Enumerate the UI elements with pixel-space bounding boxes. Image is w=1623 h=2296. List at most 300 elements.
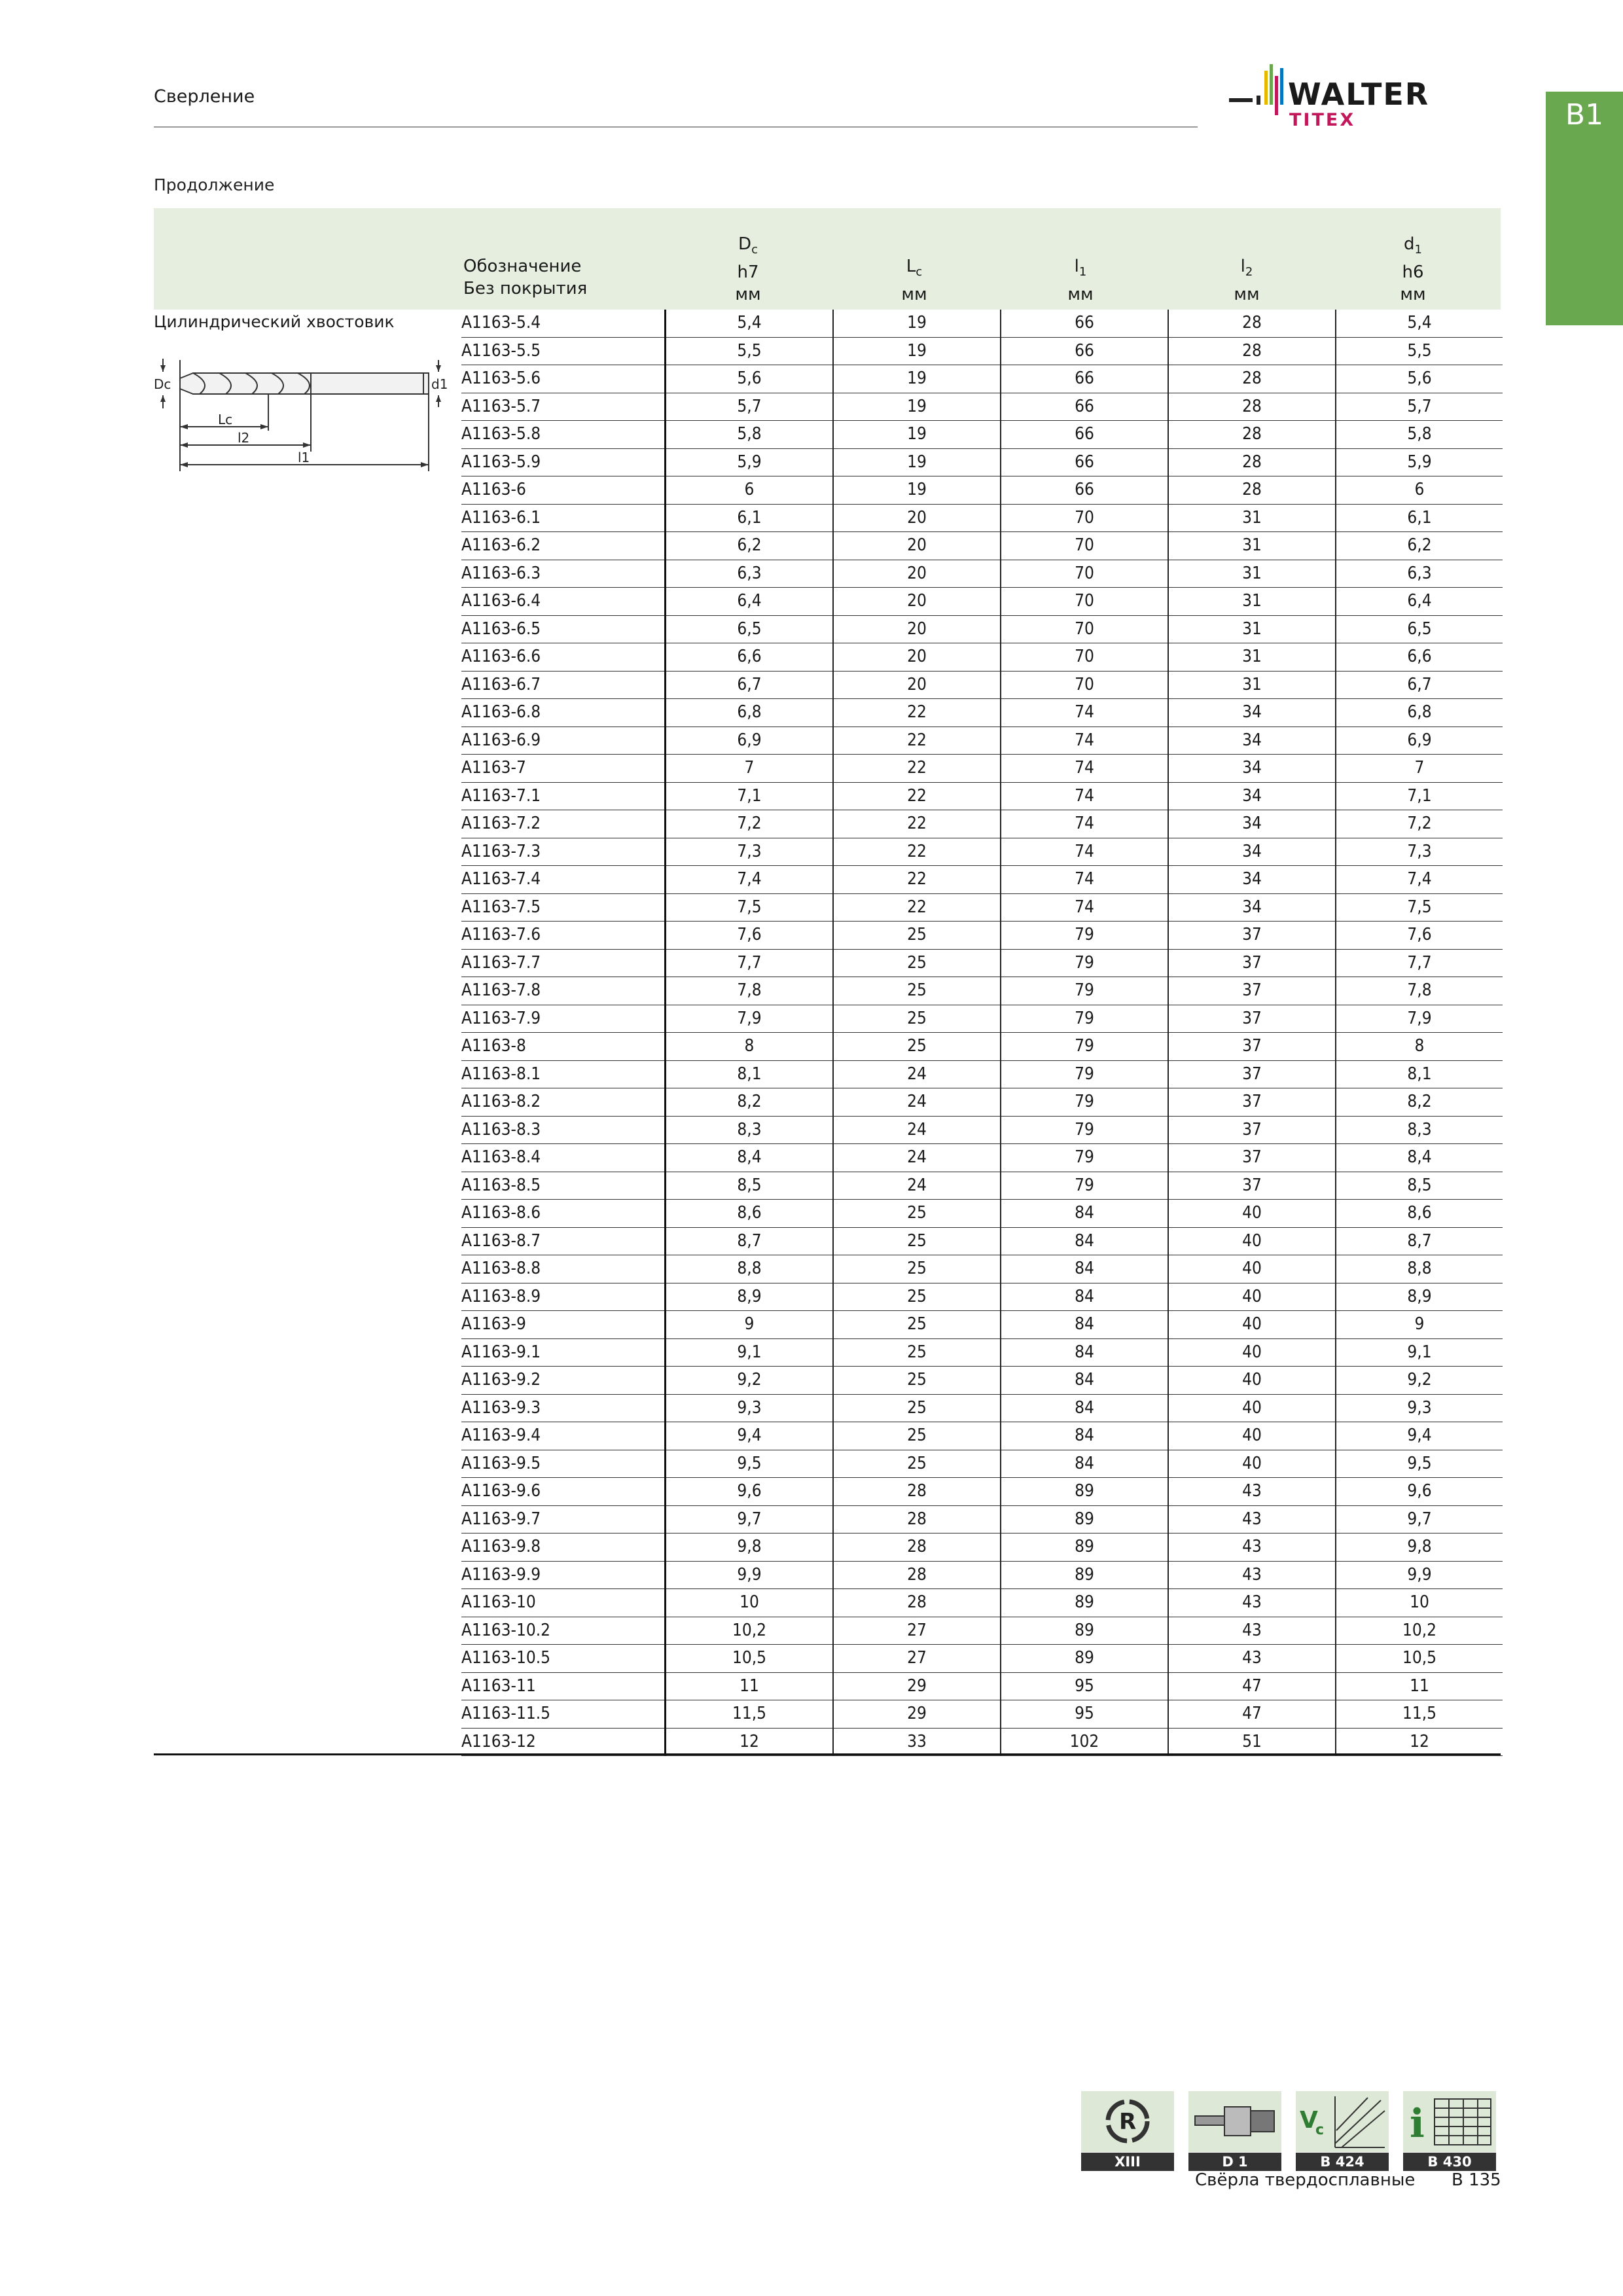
- d1-cell: 9,9: [1336, 1561, 1503, 1589]
- info-table-icon-label: B 430: [1403, 2153, 1496, 2171]
- table-row: [461, 643, 1503, 672]
- d1-cell: 5,7: [1336, 393, 1503, 421]
- table-row: [461, 615, 1503, 643]
- dc-cell: 6,2: [666, 532, 834, 560]
- table-row: [461, 1589, 1503, 1617]
- d1-cell: 8,8: [1336, 1255, 1503, 1283]
- dc-dimension-label: Dc: [154, 376, 171, 392]
- col-dc-header: [665, 233, 831, 306]
- lc-cell: 25: [833, 1311, 1001, 1339]
- cutting-speed-icon-graphic: [1296, 2091, 1389, 2152]
- l1-cell: 70: [1001, 671, 1168, 699]
- d1-cell: 8,7: [1336, 1227, 1503, 1255]
- designation-cell: A1163-9.1: [461, 1338, 666, 1367]
- lc-cell: 20: [833, 615, 1001, 643]
- lc-unit: мм: [901, 285, 927, 305]
- dc-cell: 8: [666, 1033, 834, 1061]
- l2-cell: 34: [1168, 699, 1336, 727]
- svg-text:V: V: [1300, 2107, 1318, 2134]
- lc-dimension-label: Lc: [218, 412, 233, 427]
- dc-cell: 11,5: [666, 1700, 834, 1729]
- section-title: Сверление: [154, 86, 255, 107]
- dc-cell: 6: [666, 476, 834, 505]
- logo-brand-text: WALTER: [1288, 77, 1430, 112]
- l2-cell: 28: [1168, 337, 1336, 365]
- designation-cell: A1163-10: [461, 1589, 666, 1617]
- designation-cell: A1163-6.1: [461, 504, 666, 532]
- lc-cell: 29: [833, 1700, 1001, 1729]
- chapter-tab: [1546, 92, 1623, 325]
- designation-cell: A1163-8: [461, 1033, 666, 1061]
- lc-cell: 25: [833, 1450, 1001, 1478]
- d1-cell: 9,8: [1336, 1534, 1503, 1562]
- table-row: [461, 1561, 1503, 1589]
- l2-cell: 34: [1168, 810, 1336, 838]
- designation-cell: A1163-6.5: [461, 615, 666, 643]
- l2-symbol: $l_2$: [1240, 257, 1253, 279]
- lc-cell: 25: [833, 1367, 1001, 1395]
- l2-cell: 37: [1168, 949, 1336, 977]
- designation-cell: A1163-9.4: [461, 1422, 666, 1450]
- table-bottom-rule: [154, 1753, 1501, 1755]
- l1-cell: 84: [1001, 1394, 1168, 1422]
- table-row: [461, 310, 1503, 337]
- table-row: [461, 476, 1503, 505]
- svg-text:R: R: [1119, 2109, 1137, 2135]
- d1-cell: 6,5: [1336, 615, 1503, 643]
- designation-cell: A1163-8.8: [461, 1255, 666, 1283]
- designation-cell: A1163-9.3: [461, 1394, 666, 1422]
- table-row: [461, 1033, 1503, 1061]
- lc-cell: 25: [833, 949, 1001, 977]
- l2-cell: 28: [1168, 365, 1336, 393]
- l1-cell: 70: [1001, 615, 1168, 643]
- dc-cell: 6,4: [666, 588, 834, 616]
- l1-cell: 74: [1001, 810, 1168, 838]
- lc-cell: 28: [833, 1534, 1001, 1562]
- regrind-icon-label: XIII: [1081, 2153, 1174, 2171]
- table-row: [461, 1005, 1503, 1033]
- l1-cell: 66: [1001, 421, 1168, 449]
- table-row: [461, 866, 1503, 894]
- dc-cell: 7,4: [666, 866, 834, 894]
- l2-cell: 34: [1168, 755, 1336, 783]
- designation-cell: A1163-9.9: [461, 1561, 666, 1589]
- dc-cell: 7,1: [666, 782, 834, 810]
- lc-cell: 25: [833, 1338, 1001, 1367]
- dc-cell: 5,9: [666, 448, 834, 476]
- l1-cell: 89: [1001, 1505, 1168, 1534]
- lc-cell: 27: [833, 1645, 1001, 1673]
- walter-titex-logo: [1229, 58, 1504, 130]
- designation-cell: A1163-6.9: [461, 726, 666, 755]
- l1-cell: 74: [1001, 699, 1168, 727]
- dc-cell: 8,6: [666, 1200, 834, 1228]
- designation-cell: A1163-9.6: [461, 1478, 666, 1506]
- lc-cell: 25: [833, 1283, 1001, 1311]
- designation-cell: A1163-7.3: [461, 838, 666, 866]
- l1-cell: 70: [1001, 532, 1168, 560]
- d1-cell: 6,3: [1336, 560, 1503, 588]
- designation-cell: A1163-7.1: [461, 782, 666, 810]
- l1-cell: 66: [1001, 337, 1168, 365]
- l1-cell: 66: [1001, 365, 1168, 393]
- logo-sub-text: TITEX: [1289, 110, 1356, 130]
- d1-cell: 6,2: [1336, 532, 1503, 560]
- d1-cell: 8,4: [1336, 1144, 1503, 1172]
- d1-cell: 7,9: [1336, 1005, 1503, 1033]
- l1-cell: 89: [1001, 1561, 1168, 1589]
- lc-cell: 19: [833, 476, 1001, 505]
- d1-cell: 10,5: [1336, 1645, 1503, 1673]
- l2-cell: 43: [1168, 1645, 1336, 1673]
- drill-dimensions-table: [461, 310, 1503, 1756]
- lc-cell: 25: [833, 922, 1001, 950]
- d1-cell: 9,2: [1336, 1367, 1503, 1395]
- l1-cell: 84: [1001, 1367, 1168, 1395]
- table-row: [461, 1116, 1503, 1144]
- designation-cell: A1163-6.3: [461, 560, 666, 588]
- table-row: [461, 810, 1503, 838]
- info-table-icon[interactable]: [1403, 2091, 1496, 2171]
- l2-cell: 47: [1168, 1672, 1336, 1700]
- lc-cell: 19: [833, 421, 1001, 449]
- l1-cell: 74: [1001, 755, 1168, 783]
- l1-cell: 70: [1001, 560, 1168, 588]
- l2-cell: 34: [1168, 893, 1336, 922]
- d1-cell: 5,9: [1336, 448, 1503, 476]
- dc-cell: 5,4: [666, 310, 834, 337]
- dc-cell: 7,7: [666, 949, 834, 977]
- lc-cell: 28: [833, 1561, 1001, 1589]
- table-row: [461, 1144, 1503, 1172]
- l2-cell: 37: [1168, 1172, 1336, 1200]
- dc-unit: мм: [735, 285, 761, 305]
- designation-cell: A1163-8.6: [461, 1200, 666, 1228]
- l2-cell: 43: [1168, 1617, 1336, 1645]
- l1-cell: 70: [1001, 588, 1168, 616]
- l1-cell: 89: [1001, 1617, 1168, 1645]
- designation-cell: A1163-9: [461, 1311, 666, 1339]
- d1-cell: 9,3: [1336, 1394, 1503, 1422]
- designation-cell: A1163-10.5: [461, 1645, 666, 1673]
- l1-cell: 79: [1001, 922, 1168, 950]
- designation-cell: A1163-9.7: [461, 1505, 666, 1534]
- designation-cell: A1163-5.5: [461, 337, 666, 365]
- designation-cell: A1163-7.4: [461, 866, 666, 894]
- designation-cell: A1163-5.4: [461, 310, 666, 337]
- drill-dimension-drawing: [154, 353, 455, 478]
- l2-cell: 31: [1168, 615, 1336, 643]
- d1-cell: 10: [1336, 1589, 1503, 1617]
- l2-cell: 43: [1168, 1589, 1336, 1617]
- cutting-speed-icon[interactable]: [1296, 2091, 1389, 2171]
- table-row: [461, 1505, 1503, 1534]
- l2-cell: 40: [1168, 1311, 1336, 1339]
- l2-cell: 40: [1168, 1338, 1336, 1367]
- info-table-icon-graphic: [1403, 2091, 1496, 2152]
- dc-cell: 8,3: [666, 1116, 834, 1144]
- regrind-icon[interactable]: [1081, 2091, 1174, 2171]
- designation-label: Обозначение: [463, 257, 582, 276]
- dc-cell: 9,3: [666, 1394, 834, 1422]
- l2-cell: 34: [1168, 726, 1336, 755]
- dc-symbol: $D_c$: [738, 234, 758, 257]
- l2-cell: 40: [1168, 1283, 1336, 1311]
- lc-cell: 19: [833, 365, 1001, 393]
- table-row: [461, 1450, 1503, 1478]
- d1-cell: 5,5: [1336, 337, 1503, 365]
- table-row: [461, 560, 1503, 588]
- designation-cell: A1163-6.2: [461, 532, 666, 560]
- lc-cell: 25: [833, 1422, 1001, 1450]
- cutting-speed-icon-label: B 424: [1296, 2153, 1389, 2171]
- table-row: [461, 949, 1503, 977]
- table-row: [461, 1060, 1503, 1088]
- dc-cell: 9,7: [666, 1505, 834, 1534]
- d1-cell: 6,9: [1336, 726, 1503, 755]
- dc-cell: 9,2: [666, 1367, 834, 1395]
- regrind-icon-graphic: [1081, 2091, 1174, 2152]
- l2-cell: 43: [1168, 1478, 1336, 1506]
- lc-cell: 22: [833, 755, 1001, 783]
- page-number: B 135: [1452, 2170, 1501, 2190]
- l1-cell: 74: [1001, 838, 1168, 866]
- lc-cell: 24: [833, 1116, 1001, 1144]
- designation-cell: A1163-9.2: [461, 1367, 666, 1395]
- footer-section-title: Свёрла твердосплавные: [1195, 2170, 1416, 2190]
- l2-cell: 37: [1168, 1116, 1336, 1144]
- l2-cell: 34: [1168, 782, 1336, 810]
- designation-cell: A1163-8.3: [461, 1116, 666, 1144]
- designation-cell: A1163-6.7: [461, 671, 666, 699]
- dc-cell: 5,5: [666, 337, 834, 365]
- table-row: [461, 1367, 1503, 1395]
- dc-cell: 5,8: [666, 421, 834, 449]
- l1-cell: 84: [1001, 1227, 1168, 1255]
- designation-cell: A1163-9.8: [461, 1534, 666, 1562]
- dc-cell: 6,5: [666, 615, 834, 643]
- uncoated-label: Без покрытия: [463, 279, 588, 298]
- l2-cell: 37: [1168, 1033, 1336, 1061]
- d1-cell: 7,2: [1336, 810, 1503, 838]
- designation-cell: A1163-7: [461, 755, 666, 783]
- svg-text:c: c: [1315, 2122, 1325, 2138]
- d1-cell: 10,2: [1336, 1617, 1503, 1645]
- table-row: [461, 893, 1503, 922]
- table-row: [461, 782, 1503, 810]
- l1-cell: 79: [1001, 1116, 1168, 1144]
- d1-symbol: $d_1$: [1404, 234, 1422, 257]
- toolholder-icon[interactable]: [1188, 2091, 1281, 2171]
- dc-cell: 9,4: [666, 1422, 834, 1450]
- designation-cell: A1163-6.6: [461, 643, 666, 672]
- table-row: [461, 1338, 1503, 1367]
- dc-cell: 9,8: [666, 1534, 834, 1562]
- designation-cell: A1163-7.9: [461, 1005, 666, 1033]
- l2-cell: 37: [1168, 1060, 1336, 1088]
- table-row: [461, 755, 1503, 783]
- table-row: [461, 588, 1503, 616]
- d1-cell: 8,5: [1336, 1172, 1503, 1200]
- d1-cell: 6,8: [1336, 699, 1503, 727]
- l2-cell: 31: [1168, 671, 1336, 699]
- dc-cell: 9: [666, 1311, 834, 1339]
- dc-cell: 7,3: [666, 838, 834, 866]
- lc-cell: 19: [833, 448, 1001, 476]
- d1-cell: 6: [1336, 476, 1503, 505]
- l1-cell: 66: [1001, 393, 1168, 421]
- designation-cell: A1163-8.2: [461, 1088, 666, 1117]
- l1-unit: мм: [1067, 285, 1094, 305]
- lc-cell: 19: [833, 337, 1001, 365]
- designation-cell: A1163-7.5: [461, 893, 666, 922]
- l2-cell: 40: [1168, 1227, 1336, 1255]
- designation-cell: A1163-8.1: [461, 1060, 666, 1088]
- lc-cell: 19: [833, 393, 1001, 421]
- designation-cell: A1163-8.5: [461, 1172, 666, 1200]
- dc-cell: 9,9: [666, 1561, 834, 1589]
- designation-cell: A1163-7.6: [461, 922, 666, 950]
- designation-cell: A1163-7.7: [461, 949, 666, 977]
- d1-cell: 9,4: [1336, 1422, 1503, 1450]
- lc-cell: 19: [833, 310, 1001, 337]
- lc-cell: 20: [833, 532, 1001, 560]
- d1-cell: 9,5: [1336, 1450, 1503, 1478]
- d1-cell: 9,7: [1336, 1505, 1503, 1534]
- toolholder-icon-graphic: [1188, 2091, 1281, 2152]
- designation-cell: A1163-5.6: [461, 365, 666, 393]
- l1-cell: 70: [1001, 504, 1168, 532]
- d1-cell: 8,6: [1336, 1200, 1503, 1228]
- table-row: [461, 337, 1503, 365]
- l2-cell: 31: [1168, 588, 1336, 616]
- lc-cell: 24: [833, 1172, 1001, 1200]
- dc-cell: 8,1: [666, 1060, 834, 1088]
- dc-cell: 7,2: [666, 810, 834, 838]
- designation-cell: A1163-5.9: [461, 448, 666, 476]
- dc-cell: 6,1: [666, 504, 834, 532]
- d1-cell: 6,6: [1336, 643, 1503, 672]
- shank-type-label: Цилиндрический хвостовик: [154, 312, 395, 331]
- l1-cell: 66: [1001, 448, 1168, 476]
- l2-cell: 28: [1168, 310, 1336, 337]
- lc-cell: 24: [833, 1060, 1001, 1088]
- l2-cell: 34: [1168, 866, 1336, 894]
- l1-cell: 79: [1001, 1005, 1168, 1033]
- table-row: [461, 1478, 1503, 1506]
- table-row: [461, 977, 1503, 1005]
- lc-cell: 29: [833, 1672, 1001, 1700]
- l2-cell: 31: [1168, 504, 1336, 532]
- lc-cell: 22: [833, 699, 1001, 727]
- d1-cell: 9,1: [1336, 1338, 1503, 1367]
- l2-cell: 40: [1168, 1394, 1336, 1422]
- l1-cell: 95: [1001, 1672, 1168, 1700]
- dc-cell: 6,8: [666, 699, 834, 727]
- table-row: [461, 504, 1503, 532]
- col-lc-header: [831, 255, 997, 306]
- dc-cell: 11: [666, 1672, 834, 1700]
- l1-cell: 84: [1001, 1338, 1168, 1367]
- table-row: [461, 726, 1503, 755]
- designation-cell: A1163-12: [461, 1728, 666, 1756]
- dc-cell: 8,4: [666, 1144, 834, 1172]
- d1-cell: 8: [1336, 1033, 1503, 1061]
- d1-cell: 8,3: [1336, 1116, 1503, 1144]
- l1-cell: 79: [1001, 1172, 1168, 1200]
- d1-cell: 7,5: [1336, 893, 1503, 922]
- lc-cell: 22: [833, 893, 1001, 922]
- table-row: [461, 1172, 1503, 1200]
- l2-cell: 28: [1168, 393, 1336, 421]
- dc-cell: 6,3: [666, 560, 834, 588]
- dc-cell: 8,9: [666, 1283, 834, 1311]
- dc-cell: 7,9: [666, 1005, 834, 1033]
- table-row: [461, 365, 1503, 393]
- l1-cell: 84: [1001, 1450, 1168, 1478]
- l2-cell: 43: [1168, 1534, 1336, 1562]
- l1-cell: 74: [1001, 782, 1168, 810]
- designation-cell: A1163-8.9: [461, 1283, 666, 1311]
- dc-cell: 9,6: [666, 1478, 834, 1506]
- lc-cell: 22: [833, 866, 1001, 894]
- l1-cell: 79: [1001, 1144, 1168, 1172]
- l1-cell: 84: [1001, 1311, 1168, 1339]
- table-row: [461, 1255, 1503, 1283]
- col-d1-header: [1330, 233, 1496, 306]
- l2-cell: 47: [1168, 1700, 1336, 1729]
- table-row: [461, 393, 1503, 421]
- l2-cell: 28: [1168, 476, 1336, 505]
- dc-cell: 6,9: [666, 726, 834, 755]
- designation-cell: A1163-7.8: [461, 977, 666, 1005]
- table-row: [461, 1534, 1503, 1562]
- table-row: [461, 421, 1503, 449]
- lc-cell: 33: [833, 1728, 1001, 1756]
- dc-cell: 9,1: [666, 1338, 834, 1367]
- col-l2-header: [1164, 255, 1330, 306]
- dc-cell: 7,8: [666, 977, 834, 1005]
- dc-cell: 7,6: [666, 922, 834, 950]
- designation-cell: A1163-6.8: [461, 699, 666, 727]
- d1-cell: 9: [1336, 1311, 1503, 1339]
- l1-cell: 84: [1001, 1255, 1168, 1283]
- designation-cell: A1163-10.2: [461, 1617, 666, 1645]
- d1-cell: 12: [1336, 1728, 1503, 1756]
- lc-cell: 24: [833, 1144, 1001, 1172]
- lc-cell: 25: [833, 1033, 1001, 1061]
- designation-cell: A1163-9.5: [461, 1450, 666, 1478]
- lc-cell: 28: [833, 1505, 1001, 1534]
- l2-cell: 40: [1168, 1255, 1336, 1283]
- l1-cell: 84: [1001, 1283, 1168, 1311]
- lc-cell: 20: [833, 588, 1001, 616]
- lc-cell: 22: [833, 726, 1001, 755]
- l2-cell: 31: [1168, 643, 1336, 672]
- l1-cell: 79: [1001, 1060, 1168, 1088]
- designation-cell: A1163-6: [461, 476, 666, 505]
- l2-cell: 37: [1168, 1088, 1336, 1117]
- l1-cell: 79: [1001, 1033, 1168, 1061]
- dc-cell: 5,6: [666, 365, 834, 393]
- l1-cell: 70: [1001, 643, 1168, 672]
- lc-cell: 20: [833, 671, 1001, 699]
- dc-cell: 10: [666, 1589, 834, 1617]
- table-row: [461, 1227, 1503, 1255]
- lc-cell: 20: [833, 504, 1001, 532]
- svg-text:i: i: [1410, 2101, 1425, 2147]
